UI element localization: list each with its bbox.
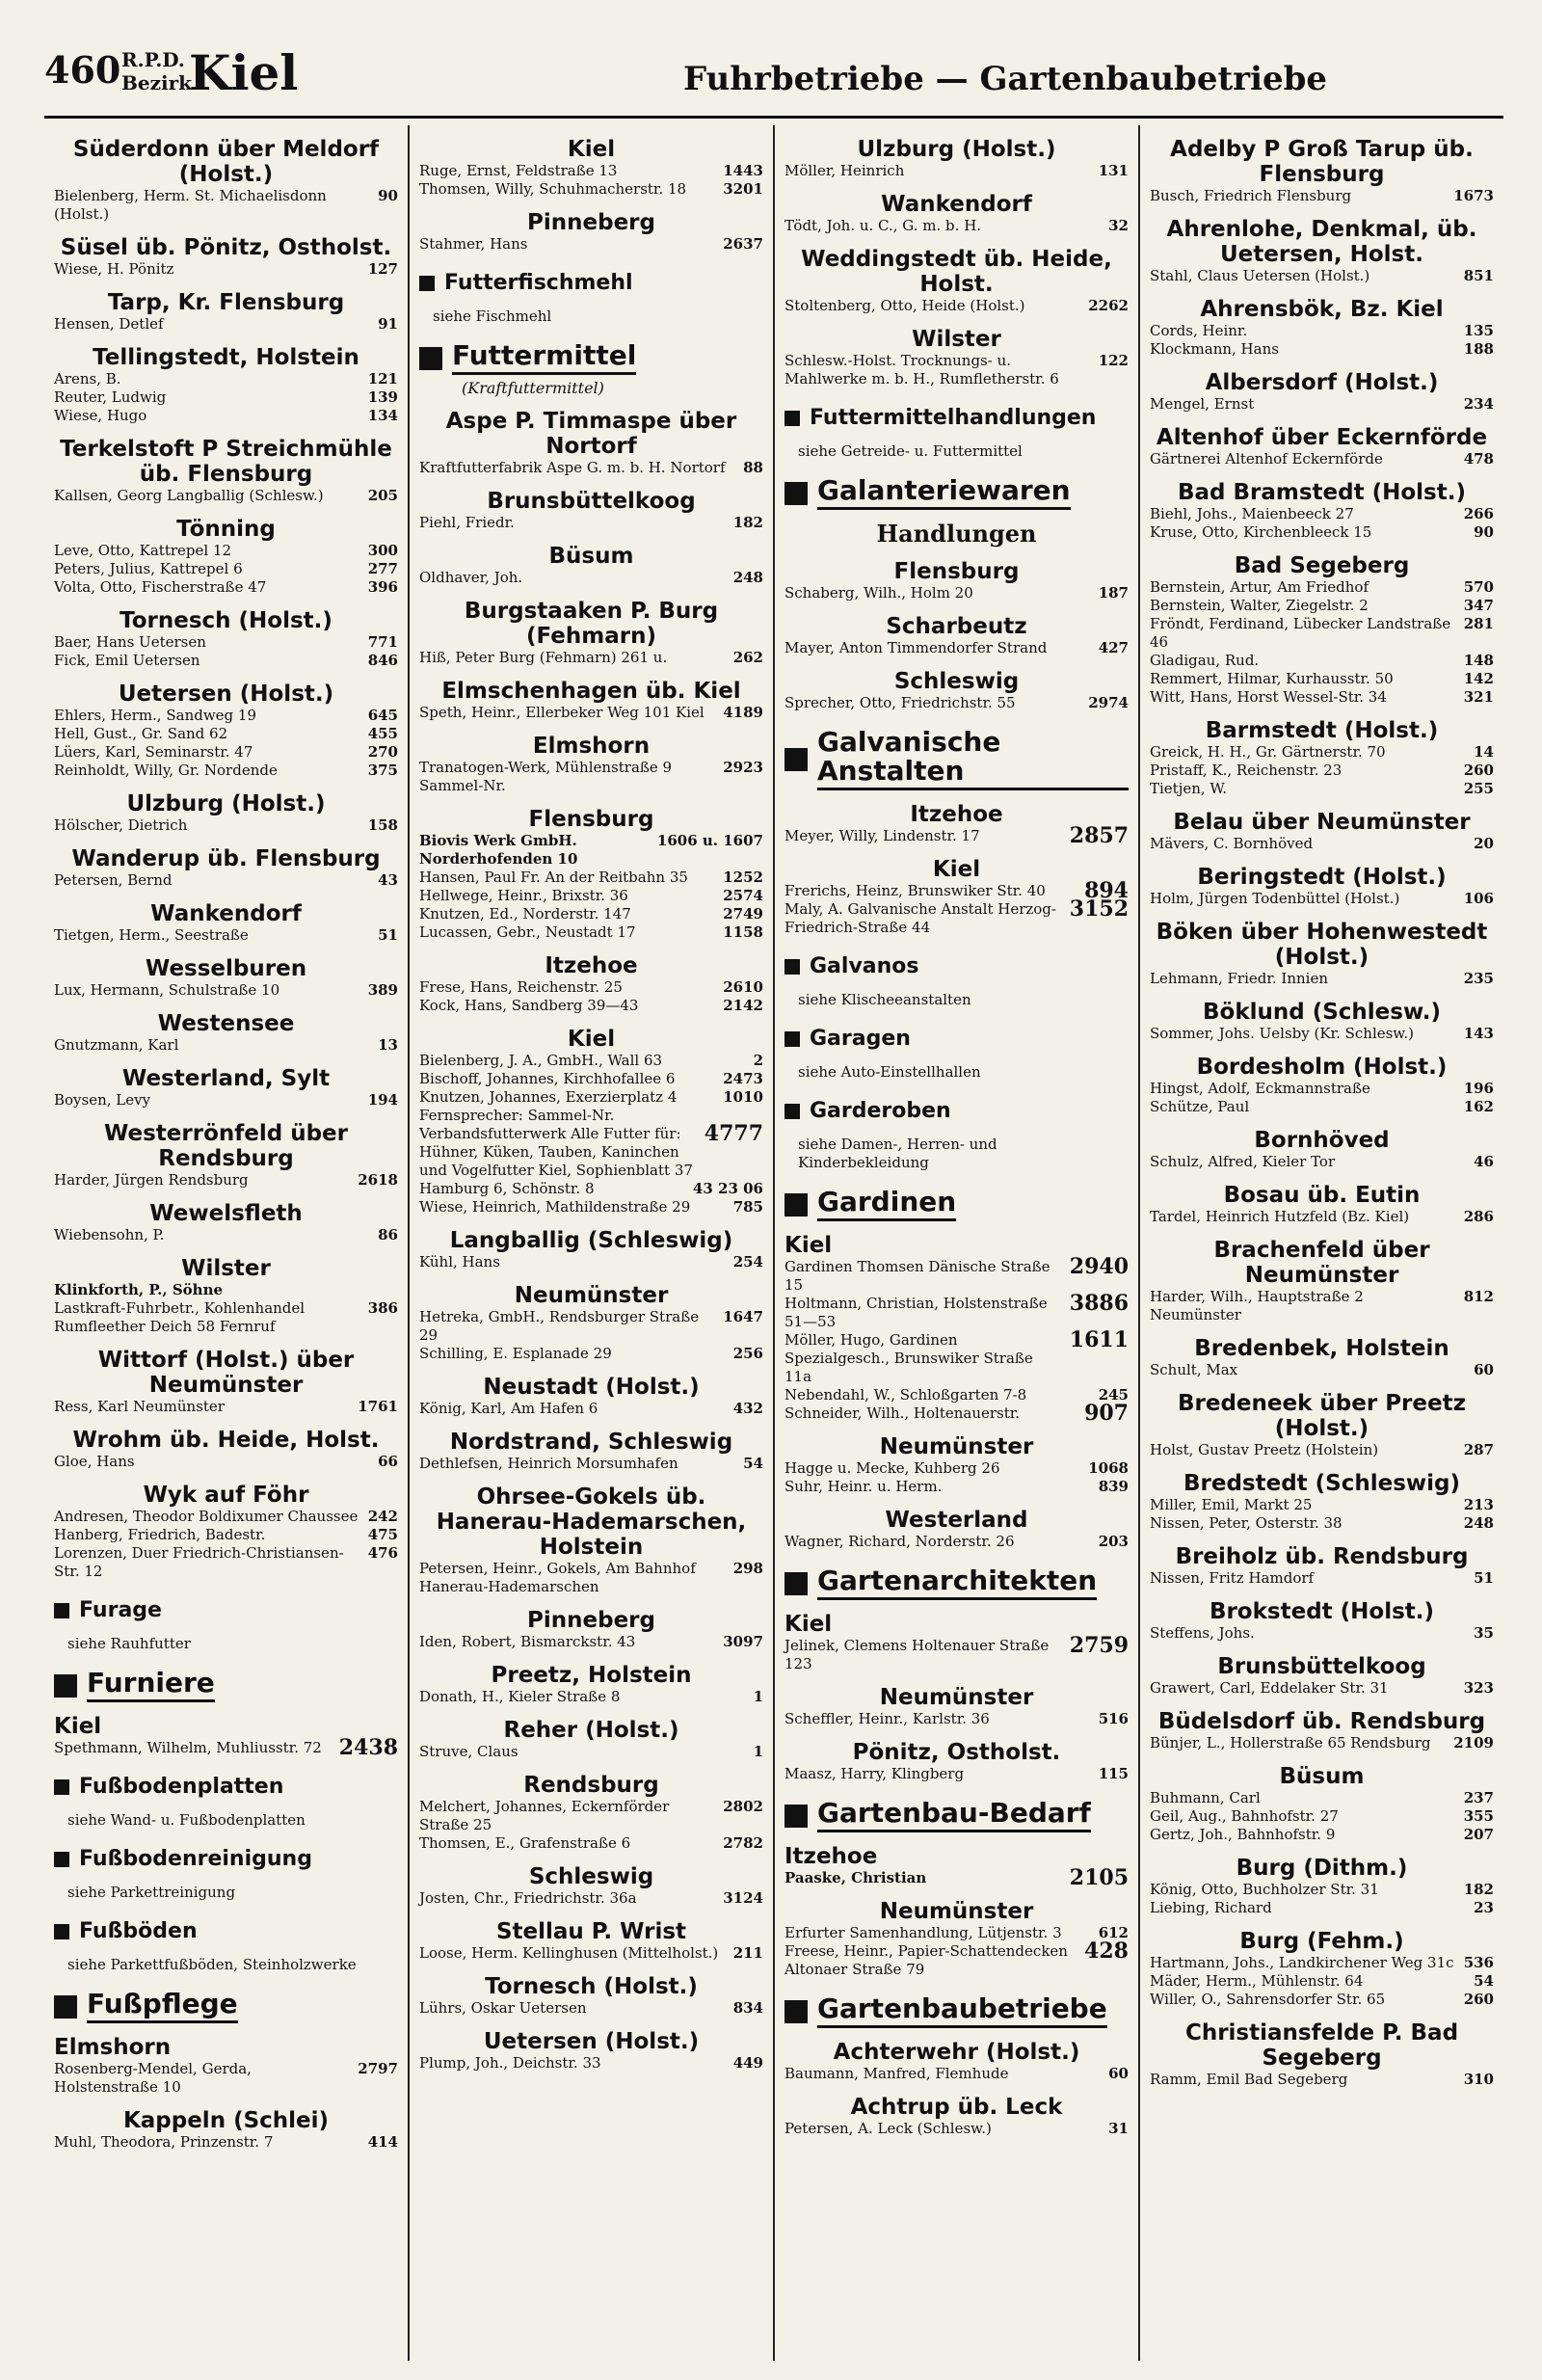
see-reference: siehe Klischeeanstalten bbox=[798, 991, 971, 1008]
town-heading: Bad Bramstedt (Holst.) bbox=[1177, 480, 1466, 505]
list-item: Schlesw.-Holst. Trocknungs- u. Mahlwerke m. b. H., Rumfletherstr. 6 122 bbox=[784, 352, 1129, 388]
town-heading: Flensburg bbox=[893, 559, 1020, 584]
town-heading: Wrohm üb. Heide, Holst. bbox=[72, 1428, 380, 1453]
list-item: Muhl, Theodora, Prinzenstr. 7 414 bbox=[54, 2133, 398, 2151]
list-item: Leve, Otto, Kattrepel 12 300 bbox=[54, 542, 398, 559]
page-header bbox=[44, 39, 1503, 119]
list-item: Rosenberg-Mendel, Gerda, Holstenstraße 10 2797 bbox=[54, 2060, 398, 2096]
town-heading: Wewelsfleth bbox=[149, 1201, 303, 1226]
town-heading: Ulzburg (Holst.) bbox=[857, 137, 1056, 162]
town-heading: Christiansfelde P. Bad Segeberg bbox=[1184, 2020, 1459, 2071]
list-item: Mävers, C. Bornhöved 20 bbox=[1150, 835, 1494, 852]
list-item: Schult, Max 60 bbox=[1150, 1361, 1494, 1378]
town-heading: Albersdorf (Holst.) bbox=[1205, 370, 1439, 395]
list-item: Hingst, Adolf, Eckmannstraße 196 bbox=[1150, 1080, 1494, 1097]
town-heading: Uetersen (Holst.) bbox=[118, 682, 334, 707]
list-item: Stahl, Claus Uetersen (Holst.) 851 bbox=[1150, 267, 1494, 284]
town-heading: Schleswig bbox=[893, 669, 1020, 694]
list-item: Plump, Joh., Deichstr. 33 449 bbox=[419, 2054, 763, 2072]
list-item: Lastkraft-Fuhrbetr., Kohlenhandel Rumfleether Deich 58 Fernruf 386 bbox=[54, 1299, 398, 1335]
town-heading: Bad Segeberg bbox=[1234, 553, 1410, 578]
square-bullet-icon bbox=[54, 1924, 69, 1939]
see-reference: siehe Parkettfußböden, Steinholzwerke bbox=[67, 1956, 357, 1973]
list-item: Paaske, Christian 2105 bbox=[784, 1865, 1129, 1890]
list-item: Biovis Werk GmbH. Norderhofenden 10 1606 u. 1607 bbox=[419, 832, 763, 868]
page-title: Fuhrbetriebe — Gartenbaubetriebe bbox=[682, 60, 1328, 98]
list-item: Schneider, Wilh., Holtenauerstr. 907 bbox=[784, 1401, 1129, 1426]
town-heading: Elmshorn bbox=[54, 2035, 172, 2060]
town-heading: Neumünster bbox=[879, 1685, 1034, 1710]
list-item: Lehmann, Friedr. Innien 235 bbox=[1150, 970, 1494, 987]
list-item: Hensen, Detlef 91 bbox=[54, 315, 398, 333]
list-item: Maly, A. Galvanische Anstalt Herzog-Friedrich-Straße 44 3152 bbox=[784, 896, 1129, 936]
town-heading: Itzehoe bbox=[545, 953, 638, 978]
list-item: Peters, Julius, Kattrepel 6 277 bbox=[54, 560, 398, 577]
list-item: Fick, Emil Uetersen 846 bbox=[54, 652, 398, 669]
town-heading: Achterwehr (Holst.) bbox=[833, 2040, 1080, 2065]
list-item: Baumann, Manfred, Flemhude 60 bbox=[784, 2065, 1129, 2082]
town-heading: Wesselburen bbox=[145, 956, 307, 981]
town-heading: Elmshorn bbox=[532, 734, 651, 759]
square-bullet-icon bbox=[54, 1995, 77, 2019]
square-bullet-icon bbox=[54, 1674, 77, 1698]
town-heading: Westerland bbox=[885, 1508, 1028, 1533]
town-heading: Bredstedt (Schleswig) bbox=[1183, 1471, 1461, 1496]
town-heading: Kiel bbox=[932, 857, 981, 882]
list-item: Gnutzmann, Karl 13 bbox=[54, 1036, 398, 1054]
list-item: Josten, Chr., Friedrichstr. 36a 3124 bbox=[419, 1889, 763, 1907]
list-item: Reuter, Ludwig 139 bbox=[54, 388, 398, 406]
town-heading: Tönning bbox=[176, 517, 276, 542]
town-heading: Neumünster bbox=[879, 1899, 1034, 1924]
list-item: Tietgen, Herm., Seestraße 51 bbox=[54, 926, 398, 944]
square-bullet-icon bbox=[54, 1852, 69, 1867]
list-item: Sommer, Johs. Uelsby (Kr. Schlesw.) 143 bbox=[1150, 1025, 1494, 1042]
list-item: Tranatogen-Werk, Mühlenstraße 9 Sammel-Nr. 2923 bbox=[419, 759, 763, 794]
list-item: Holtmann, Christian, Holstenstraße 51—53 3886 bbox=[784, 1291, 1129, 1330]
list-item: Gardinen Thomsen Dänische Straße 15 2940 bbox=[784, 1254, 1129, 1294]
list-item: Reinholdt, Willy, Gr. Nordende 375 bbox=[54, 762, 398, 779]
list-item: Jelinek, Clemens Holtenauer Straße 123 2759 bbox=[784, 1633, 1129, 1672]
town-heading: Preetz, Holstein bbox=[491, 1663, 692, 1688]
list-item: Scheffler, Heinr., Karlstr. 36 516 bbox=[784, 1710, 1129, 1727]
town-heading: Itzehoe bbox=[784, 1844, 878, 1869]
town-heading: Böklund (Schlesw.) bbox=[1202, 1000, 1441, 1025]
list-item: Petersen, A. Leck (Schlesw.) 31 bbox=[784, 2120, 1129, 2137]
town-heading: Westerland, Sylt bbox=[121, 1066, 331, 1091]
subcategory-heading: Handlungen bbox=[876, 520, 1037, 548]
town-heading: Kiel bbox=[784, 1612, 833, 1637]
town-heading: Wanderup üb. Flensburg bbox=[71, 846, 381, 871]
list-item: Harder, Jürgen Rendsburg 2618 bbox=[54, 1171, 398, 1189]
list-item: Klinkforth, P., Söhne bbox=[54, 1281, 224, 1298]
town-heading: Beringstedt (Holst.) bbox=[1197, 865, 1447, 890]
town-heading: Adelby P Groß Tarup üb. Flensburg bbox=[1170, 137, 1474, 187]
list-item: Lüers, Karl, Seminarstr. 47 270 bbox=[54, 743, 398, 761]
category-heading: Furage bbox=[54, 1596, 398, 1625]
list-item: Kraftfutterfabrik Aspe G. m. b. H. Nortorf 88 bbox=[419, 459, 763, 476]
list-item: Grawert, Carl, Eddelaker Str. 31 323 bbox=[1150, 1679, 1494, 1697]
category-heading: Futtermittel bbox=[419, 341, 763, 375]
list-item: Cords, Heinr. 135 bbox=[1150, 322, 1494, 339]
list-item: Bielenberg, Herm. St. Michaelisdonn (Holst.) 90 bbox=[54, 187, 398, 223]
list-item: Loose, Herm. Kellinghusen (Mittelholst.) 211 bbox=[419, 1944, 763, 1962]
page-number: 460 bbox=[44, 48, 121, 92]
town-heading: Barmstedt (Holst.) bbox=[1205, 718, 1439, 743]
town-heading: Wankendorf bbox=[881, 192, 1032, 217]
list-item: Freese, Heinr., Papier-Schattendecken Altonaer Straße 79 428 bbox=[784, 1939, 1129, 1978]
town-heading: Altenhof über Eckernförde bbox=[1156, 425, 1488, 450]
town-heading: Weddingstedt üb. Heide, Holst. bbox=[801, 247, 1112, 297]
town-heading: Tarp, Kr. Flensburg bbox=[107, 290, 345, 315]
list-item: Gärtnerei Altenhof Eckernförde 478 bbox=[1150, 450, 1494, 468]
list-item: Liebing, Richard 23 bbox=[1150, 1899, 1494, 1916]
list-item: Volta, Otto, Fischerstraße 47 396 bbox=[54, 578, 398, 596]
town-heading: Neumünster bbox=[514, 1283, 669, 1308]
list-item: Kruse, Otto, Kirchenbleeck 15 90 bbox=[1150, 523, 1494, 541]
town-heading: Kiel bbox=[567, 137, 616, 162]
category-heading: Galvanos bbox=[784, 952, 1129, 981]
town-heading: Wilster bbox=[912, 327, 1001, 352]
list-item: Tietjen, W. 255 bbox=[1150, 780, 1494, 797]
list-item: König, Otto, Buchholzer Str. 31 182 bbox=[1150, 1881, 1494, 1898]
list-item: Möller, Heinrich 131 bbox=[784, 162, 1129, 179]
town-heading: Pönitz, Ostholst. bbox=[852, 1740, 1061, 1765]
square-bullet-icon bbox=[784, 1805, 808, 1828]
list-item: Petersen, Heinr., Gokels, Am Bahnhof Hanerau-Hademarschen 298 bbox=[419, 1560, 763, 1595]
list-item: Knutzen, Johannes, Exerzierplatz 4 Fernsprecher: Sammel-Nr. 1010 bbox=[419, 1088, 763, 1124]
list-item: Fröndt, Ferdinand, Lübecker Landstraße 46 281 bbox=[1150, 615, 1494, 651]
category-heading: Fußbodenreinigung bbox=[54, 1845, 398, 1874]
list-item: Wiese, Hugo 134 bbox=[54, 407, 398, 424]
list-item: Bernstein, Artur, Am Friedhof 570 bbox=[1150, 578, 1494, 596]
town-heading: Reher (Holst.) bbox=[503, 1718, 679, 1743]
see-reference: siehe Parkettreinigung bbox=[67, 1884, 236, 1901]
town-heading: Brokstedt (Holst.) bbox=[1209, 1599, 1435, 1624]
category-heading: Fußbodenplatten bbox=[54, 1773, 398, 1802]
square-bullet-icon bbox=[784, 1193, 808, 1217]
category-heading: Gartenbau-Bedarf bbox=[784, 1799, 1129, 1832]
list-item: Harder, Wilh., Hauptstraße 2 Neumünster 812 bbox=[1150, 1288, 1494, 1324]
square-bullet-icon bbox=[784, 1031, 800, 1047]
town-heading: Elmschenhagen üb. Kiel bbox=[441, 679, 741, 704]
category-heading: Furniere bbox=[54, 1669, 398, 1702]
category-heading: Fußböden bbox=[54, 1917, 398, 1946]
column-2 bbox=[410, 125, 775, 2361]
list-item: Hansen, Paul Fr. An der Reitbahn 35 1252 bbox=[419, 869, 763, 886]
list-item: Piehl, Friedr. 182 bbox=[419, 514, 763, 531]
list-item: Schulz, Alfred, Kieler Tor 46 bbox=[1150, 1153, 1494, 1170]
town-heading: Wyk auf Föhr bbox=[143, 1483, 309, 1508]
bezirk-label: Bezirk bbox=[121, 71, 192, 94]
list-item: Struve, Claus 1 bbox=[419, 1743, 763, 1760]
list-item: Mengel, Ernst 234 bbox=[1150, 395, 1494, 413]
list-item: Ruge, Ernst, Feldstraße 13 1443 bbox=[419, 162, 763, 179]
town-heading: Flensburg bbox=[528, 807, 654, 832]
list-item: Lux, Hermann, Schulstraße 10 389 bbox=[54, 981, 398, 999]
list-item: Melchert, Johannes, Eckernförder Straße 25 2802 bbox=[419, 1798, 763, 1833]
town-heading: Belau über Neumünster bbox=[1173, 810, 1471, 835]
list-item: Arens, B. 121 bbox=[54, 370, 398, 388]
list-item: Frese, Hans, Reichenstr. 25 2610 bbox=[419, 978, 763, 996]
town-heading: Rendsburg bbox=[523, 1773, 659, 1798]
list-item: Ramm, Emil Bad Segeberg 310 bbox=[1150, 2071, 1494, 2088]
town-heading: Westerrönfeld über Rendsburg bbox=[103, 1121, 349, 1171]
town-heading: Burg (Dithm.) bbox=[1236, 1856, 1408, 1881]
town-heading: Burg (Fehm.) bbox=[1239, 1929, 1404, 1954]
list-item: Greick, H. H., Gr. Gärtnerstr. 70 14 bbox=[1150, 743, 1494, 761]
list-item: Klockmann, Hans 188 bbox=[1150, 340, 1494, 358]
category-heading: Galanteriewaren bbox=[784, 476, 1129, 510]
list-item: Erfurter Samenhandlung, Lütjenstr. 3 612 bbox=[784, 1924, 1129, 1941]
list-item: Lührs, Oskar Uetersen 834 bbox=[419, 1999, 763, 2017]
list-item: Dethlefsen, Heinrich Morsumhafen 54 bbox=[419, 1455, 763, 1472]
town-heading: Burgstaaken P. Burg (Fehmarn) bbox=[464, 599, 719, 649]
list-item: Schaberg, Wilh., Holm 20 187 bbox=[784, 584, 1129, 602]
square-bullet-icon bbox=[54, 1779, 69, 1795]
list-item: Hellwege, Heinr., Brixstr. 36 2574 bbox=[419, 887, 763, 904]
list-item: Maasz, Harry, Klingberg 115 bbox=[784, 1765, 1129, 1782]
town-heading: Kiel bbox=[54, 1714, 102, 1739]
see-reference: siehe Fischmehl bbox=[433, 308, 552, 325]
town-heading: Bredenbek, Holstein bbox=[1194, 1336, 1449, 1361]
square-bullet-icon bbox=[784, 2000, 808, 2023]
town-heading: Westensee bbox=[157, 1011, 295, 1036]
square-bullet-icon bbox=[784, 411, 800, 426]
town-heading: Scharbeutz bbox=[886, 614, 1027, 639]
list-item: Hell, Gust., Gr. Sand 62 455 bbox=[54, 725, 398, 742]
list-item: Boysen, Levy 194 bbox=[54, 1091, 398, 1109]
town-heading: Brachenfeld über Neumünster bbox=[1213, 1238, 1430, 1288]
columns bbox=[44, 125, 1503, 2361]
town-heading: Uetersen (Holst.) bbox=[483, 2029, 700, 2054]
list-item: Pristaff, K., Reichenstr. 23 260 bbox=[1150, 762, 1494, 779]
list-item: Hetreka, GmbH., Rendsburger Straße 29 1647 bbox=[419, 1308, 763, 1344]
list-item: Hartmann, Johs., Landkirchener Weg 31c 536 bbox=[1150, 1954, 1494, 1971]
list-item: Hamburg 6, Schönstr. 8 43 23 06 bbox=[419, 1180, 763, 1197]
town-heading: Kiel bbox=[567, 1027, 616, 1052]
category-heading: Futterfischmehl bbox=[419, 269, 763, 298]
list-item: Mayer, Anton Timmendorfer Strand 427 bbox=[784, 639, 1129, 656]
town-heading: Bosau üb. Eutin bbox=[1223, 1183, 1421, 1208]
square-bullet-icon bbox=[419, 347, 442, 370]
town-heading: Wilster bbox=[181, 1256, 271, 1281]
square-bullet-icon bbox=[54, 1603, 69, 1618]
town-heading: Bordesholm (Holst.) bbox=[1196, 1055, 1448, 1080]
column-3 bbox=[775, 125, 1140, 2361]
list-item: Spethmann, Wilhelm, Muhliusstr. 72 2438 bbox=[54, 1735, 398, 1760]
list-item: Mäder, Herm., Mühlenstr. 64 54 bbox=[1150, 1972, 1494, 1990]
list-item: Lucassen, Gebr., Neustadt 17 1158 bbox=[419, 923, 763, 941]
list-item: Gloe, Hans 66 bbox=[54, 1453, 398, 1470]
town-heading: Ulzburg (Holst.) bbox=[126, 791, 326, 816]
town-heading: Pinneberg bbox=[527, 210, 655, 235]
list-item: Suhr, Heinr. u. Herm. 839 bbox=[784, 1478, 1129, 1495]
list-item: Andresen, Theodor Boldixumer Chaussee 242 bbox=[54, 1508, 398, 1525]
town-heading: Büdelsdorf üb. Rendsburg bbox=[1157, 1709, 1486, 1734]
town-heading: Stellau P. Wrist bbox=[495, 1919, 687, 1944]
list-item: Steffens, Johs. 35 bbox=[1150, 1624, 1494, 1642]
list-item: Gladigau, Rud. 148 bbox=[1150, 652, 1494, 669]
town-heading: Brunsbüttelkoog bbox=[1217, 1654, 1426, 1679]
town-heading: Kiel bbox=[784, 1233, 833, 1258]
list-item: Wiese, Heinrich, Mathildenstraße 29 785 bbox=[419, 1198, 763, 1216]
list-item: Verbandsfutterwerk Alle Futter für: Hühner, Küken, Tauben, Kaninchen und Vogelfutter Kiel, Sophienblatt 37 4777 bbox=[419, 1121, 763, 1179]
category-heading: Garagen bbox=[784, 1025, 1129, 1054]
list-item: Möller, Hugo, Gardinen Spezialgesch., Brunswiker Straße 11a 1611 bbox=[784, 1327, 1129, 1385]
list-item: Ehlers, Herm., Sandweg 19 645 bbox=[54, 707, 398, 724]
list-item: Wiebensohn, P. 86 bbox=[54, 1226, 398, 1243]
category-heading: Gartenbaubetriebe bbox=[784, 1994, 1129, 2028]
category-heading: Gartenarchitekten bbox=[784, 1566, 1129, 1600]
town-heading: Ahrensbök, Bz. Kiel bbox=[1200, 297, 1444, 322]
town-heading: Wankendorf bbox=[150, 901, 302, 926]
list-item: Hiß, Peter Burg (Fehmarn) 261 u. 262 bbox=[419, 649, 763, 666]
category-heading: Garderoben bbox=[784, 1097, 1129, 1126]
see-reference: siehe Auto-Einstellhallen bbox=[798, 1063, 981, 1081]
town-heading: Tellingstedt, Holstein bbox=[93, 345, 359, 370]
town-heading: Bornhöved bbox=[1254, 1128, 1390, 1153]
list-item: Kock, Hans, Sandberg 39—43 2142 bbox=[419, 997, 763, 1014]
see-reference: siehe Damen-, Herren- und Kinderbekleidung bbox=[798, 1136, 997, 1171]
list-item: Nebendahl, W., Schloßgarten 7-8 245 bbox=[784, 1386, 1129, 1404]
list-item: Stoltenberg, Otto, Heide (Holst.) 2262 bbox=[784, 297, 1129, 314]
town-heading: Neumünster bbox=[879, 1434, 1034, 1459]
city-title: Kiel bbox=[189, 44, 299, 101]
see-reference: siehe Getreide- u. Futtermittel bbox=[798, 442, 1023, 460]
list-item: Meyer, Willy, Lindenstr. 17 2857 bbox=[784, 823, 1129, 848]
list-item: Petersen, Bernd 43 bbox=[54, 871, 398, 889]
town-heading: Kappeln (Schlei) bbox=[122, 2108, 330, 2133]
list-item: Thomsen, Willy, Schuhmacherstr. 18 3201 bbox=[419, 180, 763, 198]
town-heading: Aspe P. Timmaspe über Nortorf bbox=[445, 409, 737, 459]
list-item: Biehl, Johs., Maienbeeck 27 266 bbox=[1150, 505, 1494, 522]
list-item: Busch, Friedrich Flensburg 1673 bbox=[1150, 187, 1494, 204]
list-item: Nissen, Fritz Hamdorf 51 bbox=[1150, 1569, 1494, 1587]
list-item: Bernstein, Walter, Ziegelstr. 2 347 bbox=[1150, 597, 1494, 614]
town-heading: Ahrenlohe, Denkmal, üb. Uetersen, Holst. bbox=[1166, 217, 1477, 267]
town-heading: Ohrsee-Gokels üb. Hanerau-Hademarschen, Holstein bbox=[436, 1484, 747, 1560]
list-item: Geil, Aug., Bahnhofstr. 27 355 bbox=[1150, 1807, 1494, 1825]
category-heading: Gardinen bbox=[784, 1188, 1129, 1221]
list-item: Speth, Heinr., Ellerbeker Weg 101 Kiel 4189 bbox=[419, 704, 763, 721]
town-heading: Süsel üb. Pönitz, Ostholst. bbox=[60, 235, 392, 260]
list-item: Holst, Gustav Preetz (Holstein) 287 bbox=[1150, 1441, 1494, 1458]
list-item: Willer, O., Sahrensdorfer Str. 65 260 bbox=[1150, 1991, 1494, 2008]
list-item: Holm, Jürgen Todenbüttel (Holst.) 106 bbox=[1150, 890, 1494, 907]
town-heading: Terkelstoft P Streichmühle üb. Flensburg bbox=[60, 437, 392, 487]
square-bullet-icon bbox=[784, 482, 808, 505]
list-item: Remmert, Hilmar, Kurhausstr. 50 142 bbox=[1150, 670, 1494, 687]
square-bullet-icon bbox=[784, 748, 808, 771]
list-item: Iden, Robert, Bismarckstr. 43 3097 bbox=[419, 1633, 763, 1650]
town-heading: Langballig (Schleswig) bbox=[449, 1228, 733, 1253]
town-heading: Wittorf (Holst.) über Neumünster bbox=[97, 1348, 355, 1398]
town-heading: Achtrup üb. Leck bbox=[850, 2095, 1063, 2120]
town-heading: Böken über Hohenwestedt (Holst.) bbox=[1156, 920, 1488, 970]
town-heading: Pinneberg bbox=[527, 1608, 655, 1633]
list-item: Hölscher, Dietrich 158 bbox=[54, 816, 398, 834]
see-reference: siehe Wand- u. Fußbodenplatten bbox=[67, 1811, 306, 1829]
town-heading: Breiholz üb. Rendsburg bbox=[1175, 1544, 1469, 1569]
category-heading: Fußpflege bbox=[54, 1990, 398, 2023]
list-item: Witt, Hans, Horst Wessel-Str. 34 321 bbox=[1150, 688, 1494, 706]
town-heading: Itzehoe bbox=[910, 802, 1003, 827]
list-item: Knutzen, Ed., Norderstr. 147 2749 bbox=[419, 905, 763, 923]
list-item: Wiese, H. Pönitz 127 bbox=[54, 260, 398, 278]
list-item: Hanberg, Friedrich, Badestr. 475 bbox=[54, 1526, 398, 1543]
town-heading: Tornesch (Holst.) bbox=[485, 1974, 698, 1999]
town-heading: Büsum bbox=[1279, 1764, 1365, 1789]
town-heading: Neustadt (Holst.) bbox=[483, 1375, 700, 1400]
list-item: Schilling, E. Esplanade 29 256 bbox=[419, 1345, 763, 1362]
list-item: König, Karl, Am Hafen 6 432 bbox=[419, 1400, 763, 1417]
list-item: Bischoff, Johannes, Kirchhofallee 6 2473 bbox=[419, 1070, 763, 1087]
rpd-label: R.P.D. bbox=[121, 48, 185, 71]
column-4 bbox=[1140, 125, 1503, 2361]
town-heading: Tornesch (Holst.) bbox=[120, 608, 332, 633]
category-heading: Futtermittelhandlungen bbox=[784, 404, 1129, 433]
list-item: Thomsen, E., Grafenstraße 6 2782 bbox=[419, 1834, 763, 1852]
town-heading: Süderdonn über Meldorf (Holst.) bbox=[72, 137, 380, 187]
list-item: Buhmann, Carl 237 bbox=[1150, 1789, 1494, 1806]
list-item: Hagge u. Mecke, Kuhberg 26 1068 bbox=[784, 1459, 1129, 1477]
list-item: Stahmer, Hans 2637 bbox=[419, 235, 763, 253]
town-heading: Nordstrand, Schleswig bbox=[449, 1430, 733, 1455]
list-item: Baer, Hans Uetersen 771 bbox=[54, 633, 398, 651]
list-item: Kallsen, Georg Langballig (Schlesw.) 205 bbox=[54, 487, 398, 504]
category-subtitle: (Kraftfuttermittel) bbox=[462, 379, 604, 397]
list-item: Lorenzen, Duer Friedrich-Christiansen-Str. 12 476 bbox=[54, 1544, 398, 1580]
see-reference: siehe Rauhfutter bbox=[67, 1635, 191, 1652]
list-item: Wagner, Richard, Norderstr. 26 203 bbox=[784, 1533, 1129, 1550]
list-item: Tardel, Heinrich Hutzfeld (Bz. Kiel) 286 bbox=[1150, 1208, 1494, 1225]
square-bullet-icon bbox=[784, 1104, 800, 1119]
category-heading: Galvanische Anstalten bbox=[784, 728, 1129, 790]
square-bullet-icon bbox=[784, 1572, 808, 1595]
list-item: Tödt, Joh. u. C., G. m. b. H. 32 bbox=[784, 217, 1129, 234]
square-bullet-icon bbox=[784, 959, 800, 975]
list-item: Frerichs, Heinz, Brunswiker Str. 40 894 bbox=[784, 878, 1129, 903]
town-heading: Bredeneek über Preetz (Holst.) bbox=[1178, 1391, 1466, 1441]
town-heading: Schleswig bbox=[528, 1864, 654, 1889]
list-item: Gertz, Joh., Bahnhofstr. 9 207 bbox=[1150, 1826, 1494, 1843]
list-item: Donath, H., Kieler Straße 8 1 bbox=[419, 1688, 763, 1705]
list-item: Sprecher, Otto, Friedrichstr. 55 2974 bbox=[784, 694, 1129, 711]
list-item: Kühl, Hans 254 bbox=[419, 1253, 763, 1270]
town-heading: Brunsbüttelkoog bbox=[487, 489, 696, 514]
list-item: Nissen, Peter, Osterstr. 38 248 bbox=[1150, 1514, 1494, 1532]
town-heading: Büsum bbox=[548, 544, 634, 569]
list-item: Ress, Karl Neumünster 1761 bbox=[54, 1398, 398, 1415]
column-1 bbox=[44, 125, 410, 2361]
list-item: Bünjer, L., Hollerstraße 65 Rendsburg 2109 bbox=[1150, 1734, 1494, 1752]
square-bullet-icon bbox=[419, 276, 435, 291]
list-item: Bielenberg, J. A., GmbH., Wall 63 2 bbox=[419, 1052, 763, 1069]
list-item: Schütze, Paul 162 bbox=[1150, 1098, 1494, 1115]
list-item: Oldhaver, Joh. 248 bbox=[419, 569, 763, 586]
list-item: Miller, Emil, Markt 25 213 bbox=[1150, 1496, 1494, 1513]
